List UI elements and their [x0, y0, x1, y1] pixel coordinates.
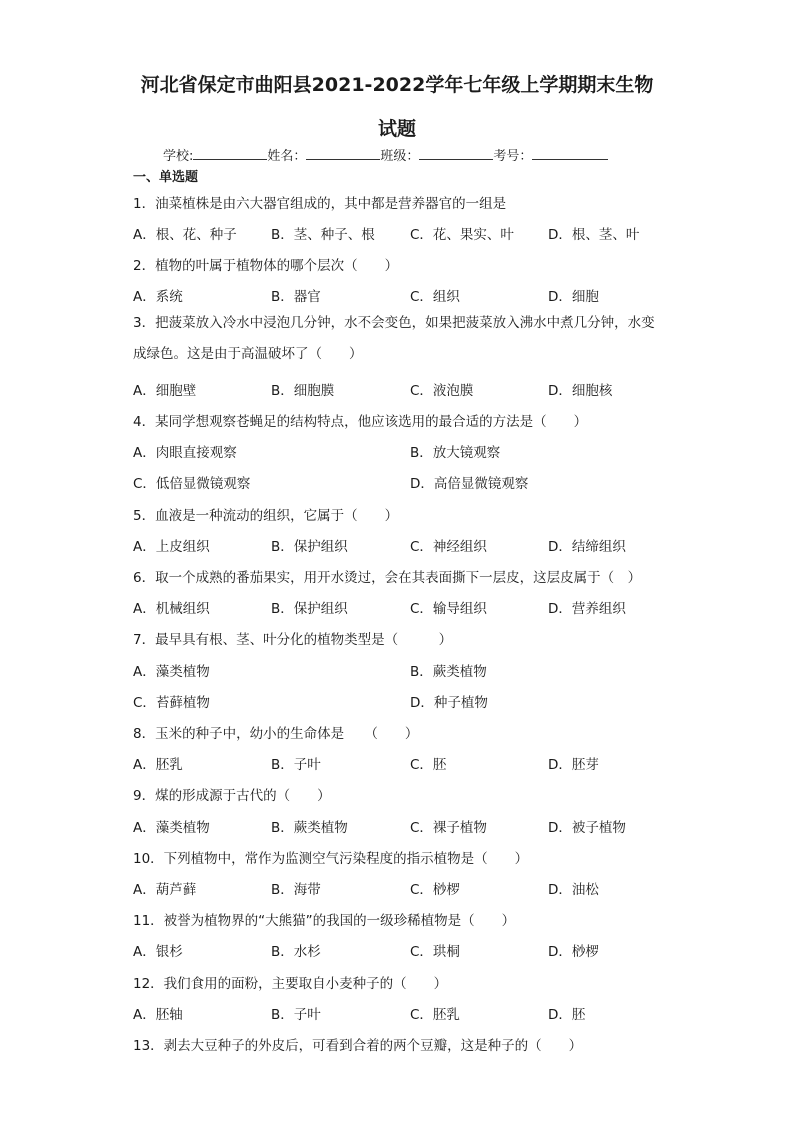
- options-7a: [133, 660, 693, 680]
- option-d[interactable]: D．结缔组织: [548, 539, 626, 555]
- option-c[interactable]: C．神经组织: [410, 539, 487, 555]
- question-4: 4．某同学想观察苍蝇足的结构特点，他应该选用的最合适的方法是（ ）: [133, 414, 588, 430]
- option-c[interactable]: C．胚: [410, 757, 447, 773]
- option-c[interactable]: C．胚乳: [410, 1007, 460, 1023]
- question-6: 6．取一个成熟的番茄果实，用开水烫过，会在其表面撕下一层皮，这层皮属于（ ）: [133, 570, 642, 586]
- options-8: [133, 753, 693, 773]
- option-d[interactable]: D．胚: [548, 1007, 586, 1023]
- options-2: [133, 285, 693, 305]
- option-c[interactable]: C．输导组织: [410, 601, 487, 617]
- option-a[interactable]: A．藻类植物: [133, 820, 210, 836]
- option-c[interactable]: C．低倍显微镜观察: [133, 476, 251, 492]
- option-a[interactable]: A．肉眼直接观察: [133, 445, 237, 461]
- question-12: 12．我们食用的面粉，主要取自小麦种子的（ ）: [133, 976, 448, 992]
- options-10: [133, 878, 693, 898]
- option-d[interactable]: D．桫椤: [548, 944, 599, 960]
- question-7: 7．最早具有根、茎、叶分化的植物类型是（ ）: [133, 632, 453, 648]
- option-d[interactable]: D．被子植物: [548, 820, 626, 836]
- option-b[interactable]: B．器官: [271, 289, 321, 305]
- option-d[interactable]: D．高倍显微镜观察: [410, 476, 529, 492]
- option-d[interactable]: D．细胞: [548, 289, 599, 305]
- option-a[interactable]: A．根、花、种子: [133, 227, 237, 243]
- question-9: 9．煤的形成源于古代的（ ）: [133, 788, 331, 804]
- options-4b: [133, 472, 693, 492]
- option-c[interactable]: C．珙桐: [410, 944, 460, 960]
- option-b[interactable]: B．保护组织: [271, 539, 348, 555]
- option-c[interactable]: C．苔藓植物: [133, 695, 210, 711]
- options-3: [133, 379, 693, 399]
- option-c[interactable]: C．裸子植物: [410, 820, 487, 836]
- option-b[interactable]: B．子叶: [271, 757, 321, 773]
- option-a[interactable]: A．胚轴: [133, 1007, 183, 1023]
- page-title-line2: 试题: [377, 118, 416, 140]
- option-d[interactable]: D．根、茎、叶: [548, 227, 640, 243]
- number-label: 考号：: [493, 149, 533, 164]
- option-a[interactable]: A．上皮组织: [133, 539, 210, 555]
- option-a[interactable]: A．藻类植物: [133, 664, 210, 680]
- option-d[interactable]: D．营养组织: [548, 601, 626, 617]
- option-d[interactable]: D．细胞核: [548, 383, 613, 399]
- option-a[interactable]: A．葫芦藓: [133, 882, 197, 898]
- options-12: [133, 1003, 693, 1023]
- option-c[interactable]: C．花、果实、叶: [410, 227, 514, 243]
- option-b[interactable]: B．水杉: [271, 944, 321, 960]
- option-b[interactable]: B．海带: [271, 882, 321, 898]
- options-4a: [133, 441, 693, 461]
- question-13: 13．剥去大豆种子的外皮后，可看到合着的两个豆瓣，这是种子的（ ）: [133, 1038, 583, 1054]
- options-9: [133, 816, 693, 836]
- name-blank[interactable]: [306, 147, 380, 160]
- option-a[interactable]: A．银杉: [133, 944, 183, 960]
- option-b[interactable]: B．茎、种子、根: [271, 227, 375, 243]
- question-11: 11．被誉为植物界的“大熊猫”的我国的一级珍稀植物是（ ）: [133, 913, 516, 929]
- school-label: 学校:: [163, 149, 194, 164]
- page-title: 河北省保定市曲阳县2021-2022学年七年级上学期期末生物: [140, 74, 654, 96]
- school-blank[interactable]: [193, 147, 267, 160]
- option-d[interactable]: D．油松: [548, 882, 599, 898]
- option-a[interactable]: A．胚乳: [133, 757, 183, 773]
- option-d[interactable]: D．种子植物: [410, 695, 488, 711]
- student-info-line: [163, 145, 608, 164]
- option-b[interactable]: B．保护组织: [271, 601, 348, 617]
- option-b[interactable]: B．子叶: [271, 1007, 321, 1023]
- option-a[interactable]: A．细胞壁: [133, 383, 197, 399]
- option-a[interactable]: A．机械组织: [133, 601, 210, 617]
- question-2: 2．植物的叶属于植物体的哪个层次（ ）: [133, 258, 399, 274]
- question-1: 1．油菜植株是由六大器官组成的，其中都是营养器官的一组是: [133, 196, 507, 212]
- option-b[interactable]: B．放大镜观察: [410, 445, 501, 461]
- option-a[interactable]: A．系统: [133, 289, 183, 305]
- options-6: [133, 597, 693, 617]
- question-10: 10．下列植物中，常作为监测空气污染程度的指示植物是（ ）: [133, 851, 529, 867]
- option-c[interactable]: C．液泡膜: [410, 383, 474, 399]
- option-d[interactable]: D．胚芽: [548, 757, 599, 773]
- name-label: 姓名：: [267, 149, 307, 164]
- number-blank[interactable]: [532, 147, 608, 160]
- option-b[interactable]: B．细胞膜: [271, 383, 335, 399]
- question-5: 5．血液是一种流动的组织，它属于（ ）: [133, 508, 399, 524]
- question-3: 3．把菠菜放入冷水中浸泡几分钟，水不会变色，如果把菠菜放入沸水中煮几分钟，水变成绿色。这是由于高温破坏了（ ）: [133, 315, 655, 362]
- section-heading: 一、单选题: [133, 170, 199, 185]
- option-c[interactable]: C．组织: [410, 289, 460, 305]
- options-1: [133, 223, 693, 243]
- option-c[interactable]: C．桫椤: [410, 882, 460, 898]
- class-label: 班级：: [380, 149, 420, 164]
- question-8: 8．玉米的种子中，幼小的生命体是 （ ）: [133, 726, 419, 742]
- option-b[interactable]: B．蕨类植物: [271, 820, 348, 836]
- options-5: [133, 535, 693, 555]
- options-11: [133, 940, 693, 960]
- option-b[interactable]: B．蕨类植物: [410, 664, 487, 680]
- class-blank[interactable]: [419, 147, 493, 160]
- options-7b: [133, 691, 693, 711]
